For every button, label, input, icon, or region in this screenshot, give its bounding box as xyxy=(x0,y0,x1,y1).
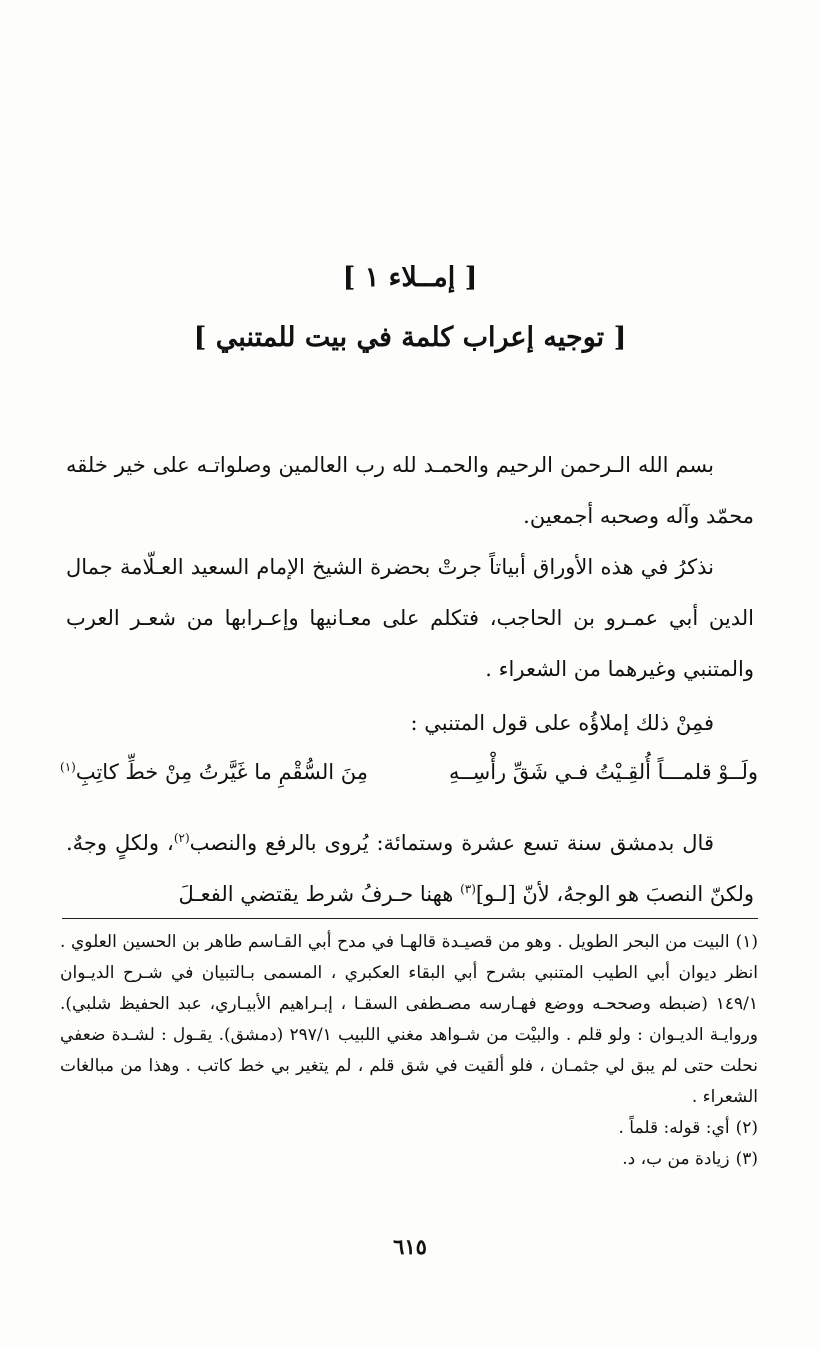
footnote-divider xyxy=(62,918,758,919)
poetry-verse xyxy=(60,744,758,800)
verse-second-hemistich-text: مِنَ السُّقْمِ ما غَيَّرتُ مِنْ خطِّ كاتِبِ xyxy=(75,760,369,784)
chapter-subtitle: [ توجيه إعراب كلمة في بيت للمتنبي ] xyxy=(193,322,627,353)
commentary-part-2: ، ولكلٍ وجهٌ. ولكنّ النصبَ هو الوجهُ، لأنّ [لـو] xyxy=(66,831,754,906)
page-number: ٦١٥ xyxy=(393,1234,427,1259)
footnote-number: (٣) xyxy=(735,1149,758,1169)
footnote-text: زيادة من ب، د. xyxy=(622,1149,730,1169)
footnote-ref-3: (٣) xyxy=(460,882,476,896)
basmala-paragraph: بسم الله الـرحمن الرحيم والحمـد لله رب العالمين وصلواتـه على خير خلقه محمّد وآله وصحبه أجمعين. xyxy=(66,453,754,528)
footnote-text: أي: قوله: قلماً . xyxy=(618,1118,730,1138)
intro-paragraph: نذكرُ في هذه الأوراق أبياتاً جرتْ بحضرة الشيخ الإمام السعيد العـلّامة جمال الدين أبي عمـرو بن الحاجب، فتكلم على معـانيها وإعـرابها من شعـر العرب والمتنبي وغيرهما من الشعراء . xyxy=(66,555,754,681)
commentary-paragraph xyxy=(66,818,754,920)
footnote-ref-1: (١) xyxy=(60,760,76,774)
footnote-text: البيت من البحر الطويل . وهو من قصيـدة قالهـا في مدح أبي القـاسم طاهر بن الحسين العلوي . انظر ديوان أبي الطيب المتنبي بشرح أبي البقاء العكبري ، المسمى بـالتبيان في شـرح الديـوان ١٤٩/١ (ضبطه وصححـه ووضع فهـارسه مصـطفى السقـا ، إبـراهيم الأبيـاري، عبد الحفيظ شلبي). وروايـة الديـوان : ولو قلم . والبيْت من شـواهد مغني اللبيب ٢٩٧/١ (دمشق). يقـول : لشـدة ضعفي نحلت حتى لم يبق لي جثمـان ، فلو ألقيت في شق قلم ، لم يتغير بي خط كاتب . وهذا من مبالغات الشعراء . xyxy=(60,932,758,1107)
verse-first-hemistich: ولَــوْ قلمـــاً أُلقِـيْتُ فـي شَقِّ رأْسِــهِ xyxy=(449,760,758,784)
footnote-ref-2: (٢) xyxy=(173,831,190,845)
footnote-1 xyxy=(60,927,758,1113)
footnote-number: (٢) xyxy=(735,1118,758,1138)
verse-intro-paragraph: فمِنْ ذلك إملاؤُه على قول المتنبي : xyxy=(410,711,714,735)
verse-second-hemistich xyxy=(60,744,368,800)
commentary-part-1: قال بدمشق سنة تسع عشرة وستمائة: يُروى بالرفع والنصب xyxy=(189,831,714,855)
footnote-2 xyxy=(60,1113,758,1144)
footnotes-section xyxy=(60,927,758,1175)
footnote-number: (١) xyxy=(735,932,758,952)
chapter-title: [ إمــلاء ١ ] xyxy=(342,262,478,293)
footnote-3 xyxy=(60,1144,758,1175)
commentary-part-3: ههنا حـرفُ شرط يقتضي الفعـلَ xyxy=(178,882,461,906)
